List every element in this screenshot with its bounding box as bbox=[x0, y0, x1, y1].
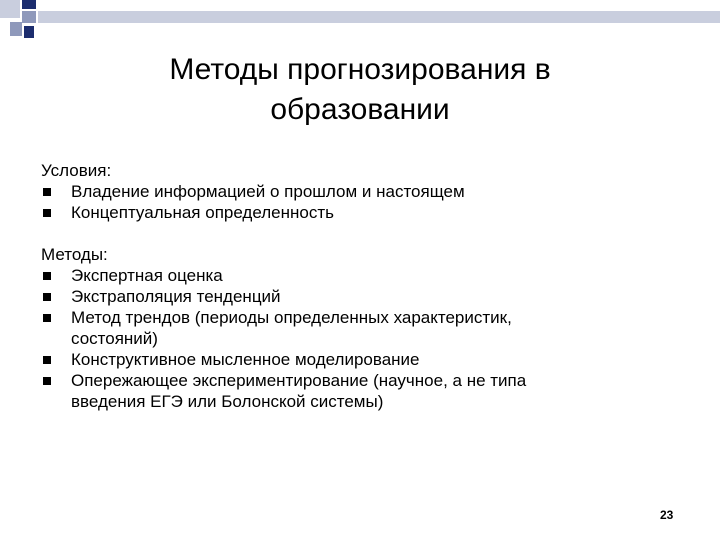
list-item-text: Экстраполяция тенденций bbox=[71, 287, 281, 306]
list-item bbox=[41, 265, 681, 286]
square-bullet-icon bbox=[43, 293, 51, 301]
list-item bbox=[41, 307, 681, 328]
list-item bbox=[41, 370, 681, 391]
list-item-text: состояний) bbox=[71, 329, 158, 348]
slide-title bbox=[110, 50, 610, 130]
slide-content bbox=[41, 160, 681, 412]
list-item-text: Метод трендов (периоды определенных характеристик, bbox=[71, 308, 512, 327]
title-line-1: Методы прогнозирования в bbox=[169, 53, 551, 86]
title-line-2: образовании bbox=[270, 93, 450, 126]
list-item bbox=[41, 181, 681, 202]
list-item-text: введения ЕГЭ или Болонской системы) bbox=[71, 392, 384, 411]
list-item bbox=[41, 349, 681, 370]
square-bullet-icon bbox=[43, 209, 51, 217]
page-number: 23 bbox=[660, 508, 674, 522]
list-item-continuation bbox=[41, 391, 681, 412]
square-bullet-icon bbox=[43, 377, 51, 385]
conditions-heading: Условия: bbox=[41, 161, 112, 180]
list-item bbox=[41, 202, 681, 223]
square-bullet-icon bbox=[43, 188, 51, 196]
list-item-text: Конструктивное мысленное моделирование bbox=[71, 350, 420, 369]
list-item bbox=[41, 286, 681, 307]
list-item-text: Концептуальная определенность bbox=[71, 203, 334, 222]
methods-list bbox=[41, 265, 681, 412]
square-bullet-icon bbox=[43, 356, 51, 364]
list-item-text: Экспертная оценка bbox=[71, 266, 223, 285]
square-bullet-icon bbox=[43, 272, 51, 280]
section-spacer bbox=[41, 223, 681, 244]
methods-heading: Методы: bbox=[41, 245, 108, 264]
square-bullet-icon bbox=[43, 314, 51, 322]
list-item-continuation bbox=[41, 328, 681, 349]
conditions-list bbox=[41, 181, 681, 223]
list-item-text: Опережающее экспериментирование (научное, а не типа bbox=[71, 371, 527, 390]
list-item-text: Владение информацией о прошлом и настоящем bbox=[71, 182, 465, 201]
corner-decoration bbox=[0, 0, 720, 40]
